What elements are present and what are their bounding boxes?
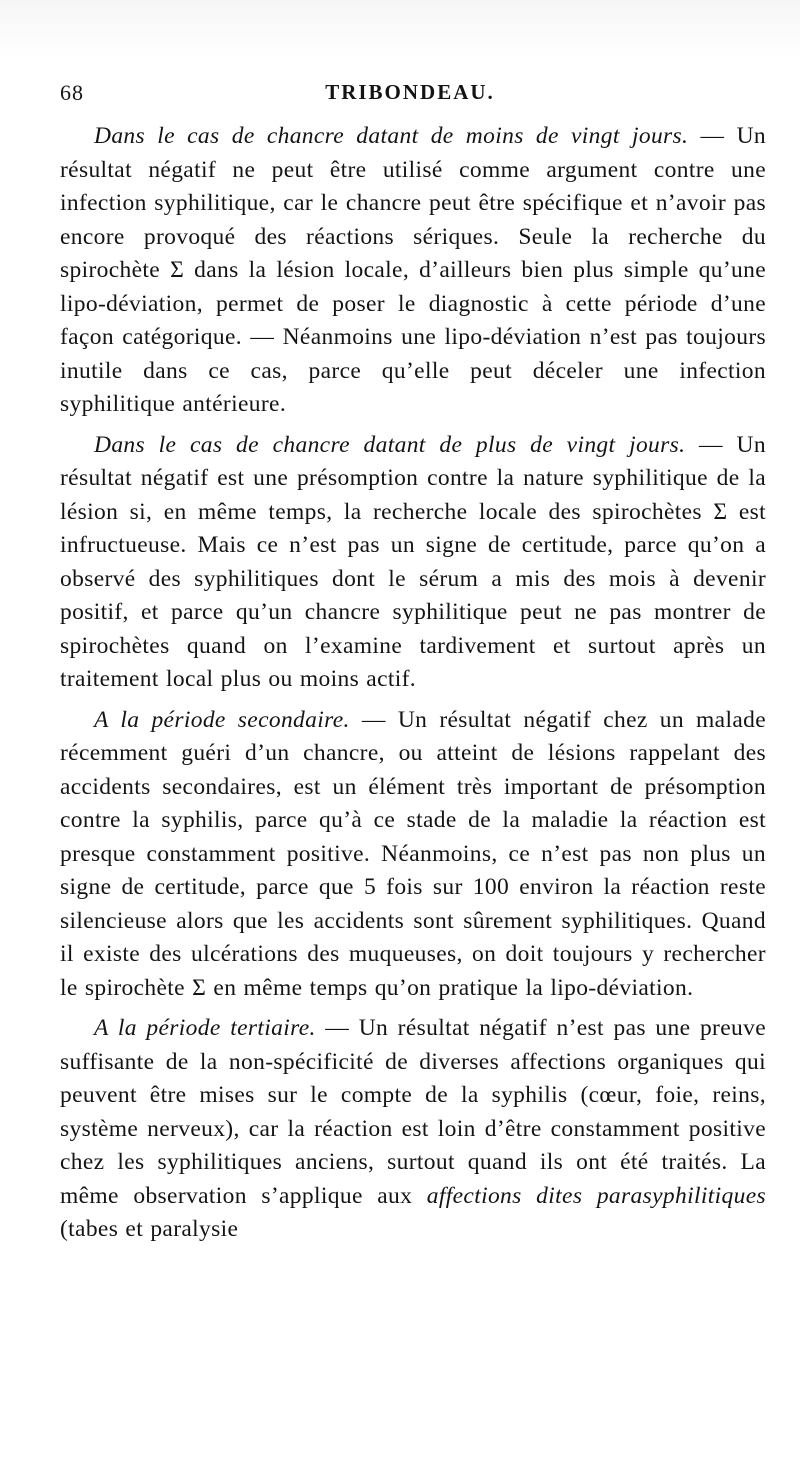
body-text	[60, 120, 766, 1254]
paragraph-text: — Un résultat négatif chez un malade récemment guéri d’un chancre, ou atteint de lésions rappelant des accidents secondaires, est un élément très important de présomption contre la syphilis, parce qu’à ce stade de la maladie la réaction est presque constamment positive. Néanmoins, ce n’est pas non plus un signe de certitude, parce que 5 fois sur 100 environ la réaction reste silencieuse alors que les accidents sont sûrement syphilitiques. Quand il existe des ulcérations des muqueuses, on doit toujours y rechercher le spirochète Σ en même temps qu’on pratique la lipo-déviation.	[60, 706, 766, 1001]
scan-shading	[0, 0, 800, 60]
paragraph-italic-term: affections dites parasyphilitiques	[426, 1182, 766, 1209]
page-header	[60, 80, 760, 110]
paragraph-periode-secondaire	[60, 704, 766, 1006]
paragraph-chancre-plus-vingt-jours	[60, 429, 766, 697]
paragraph-lead: A la période tertiaire.	[94, 1015, 316, 1041]
paragraph-text: — Un résultat négatif ne peut être utilisé comme argument contre une infection syphilitique, car le chancre peut être spécifique et n’avoir pas encore provoqué des réactions sériques. Seule la recherche du spirochète Σ dans la lésion locale, d’ailleurs bien plus simple qu’une lipo-déviation, permet de poser le diagnostic à cette période d’une façon catégorique. — Néanmoins une lipo-déviation n’est pas toujours inutile dans ce cas, parce qu’elle peut déceler une infection syphilitique antérieure.	[60, 123, 766, 417]
page-number: 68	[60, 80, 84, 105]
paragraph-text-end: (tabes et paralysie	[60, 1216, 239, 1242]
paragraph-lead: Dans le cas de chancre datant de moins de vingt jours.	[94, 123, 689, 149]
paragraph-lead: Dans le cas de chancre datant de plus de vingt jours.	[94, 431, 686, 458]
paragraph-text: — Un résultat négatif est une présomption contre la nature syphilitique de la lésion si, en même temps, la recherche locale des spirochètes Σ est infructueuse. Mais ce n’est pas un signe de certitude, parce qu’on a observé des syphilitiques dont le sérum a mis des mois à devenir positif, et parce qu’un chancre syphilitique peut ne pas montrer de spirochètes quand on l’examine tardivement et surtout après un traitement local plus ou moins actif.	[60, 431, 766, 692]
paragraph-chancre-moins-vingt-jours	[60, 120, 766, 422]
paragraph-text: — Un résultat négatif n’est pas une preuve suffisante de la non-spécificité de diverses affections organiques qui peuvent être mises sur le compte de la syphilis (cœur, foie, reins, système nerveux), car la réaction est loin d’être constamment positive chez les syphilitiques anciens, surtout quand ils ont été traités. La même observation s’applique aux	[60, 1015, 766, 1209]
paragraph-lead: A la période secondaire.	[94, 706, 350, 733]
paragraph-periode-tertiaire	[60, 1012, 766, 1247]
running-head: TRIBONDEAU.	[325, 80, 495, 104]
